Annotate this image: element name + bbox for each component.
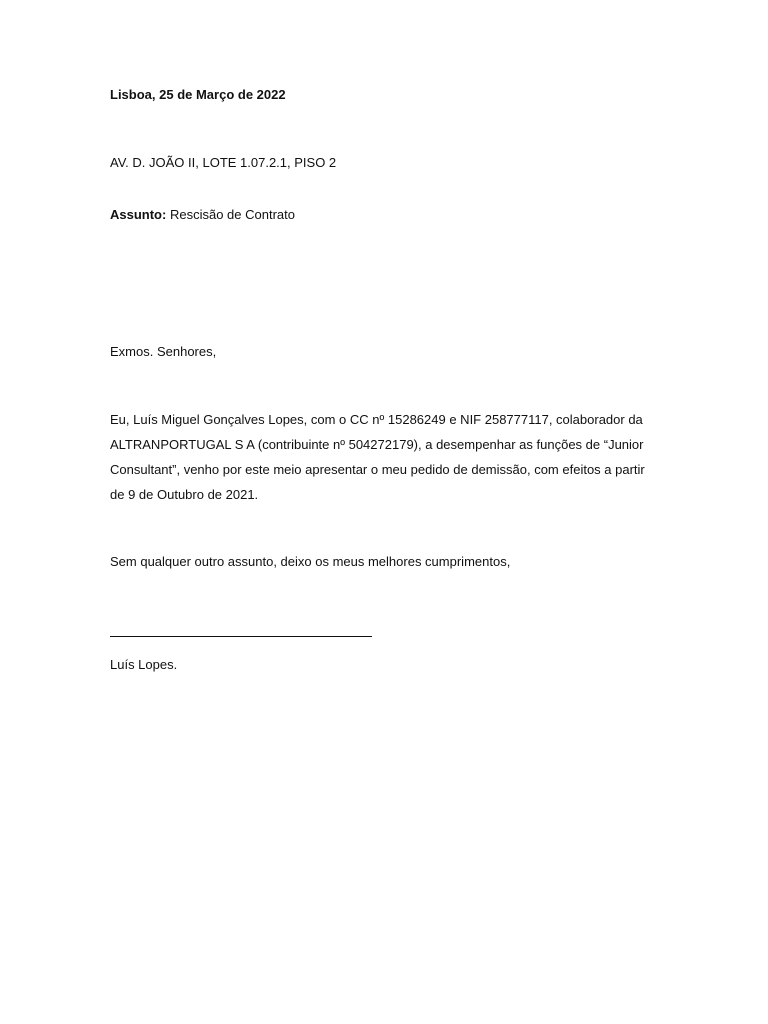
subject-line: [110, 202, 295, 227]
signature-name: Luís Lopes.: [110, 657, 178, 672]
subject-label: Assunto:: [110, 207, 167, 222]
salutation: Exmos. Senhores,: [110, 344, 217, 359]
letter-date: Lisboa, 25 de Março de 2022: [110, 87, 286, 102]
body-line: de 9 de Outubro de 2021.: [110, 487, 259, 502]
body-line: Consultant”, venho por este meio apresentar o meu pedido de demissão, com efeitos a partir: [110, 462, 645, 477]
closing-line: Sem qualquer outro assunto, deixo os meus melhores cumprimentos,: [110, 554, 511, 569]
body-line: Eu, Luís Miguel Gonçalves Lopes, com o CC nº 15286249 e NIF 258777117, colaborador da: [110, 412, 643, 427]
signature-line: [110, 636, 372, 637]
body-paragraph: [110, 407, 650, 507]
subject-text: Rescisão de Contrato: [169, 207, 295, 222]
body-line: ALTRANPORTUGAL S A (contribuinte nº 504272179), a desempenhar as funções de “Junior: [110, 437, 644, 452]
recipient-address: AV. D. JOÃO II, LOTE 1.07.2.1, PISO 2: [110, 155, 337, 170]
